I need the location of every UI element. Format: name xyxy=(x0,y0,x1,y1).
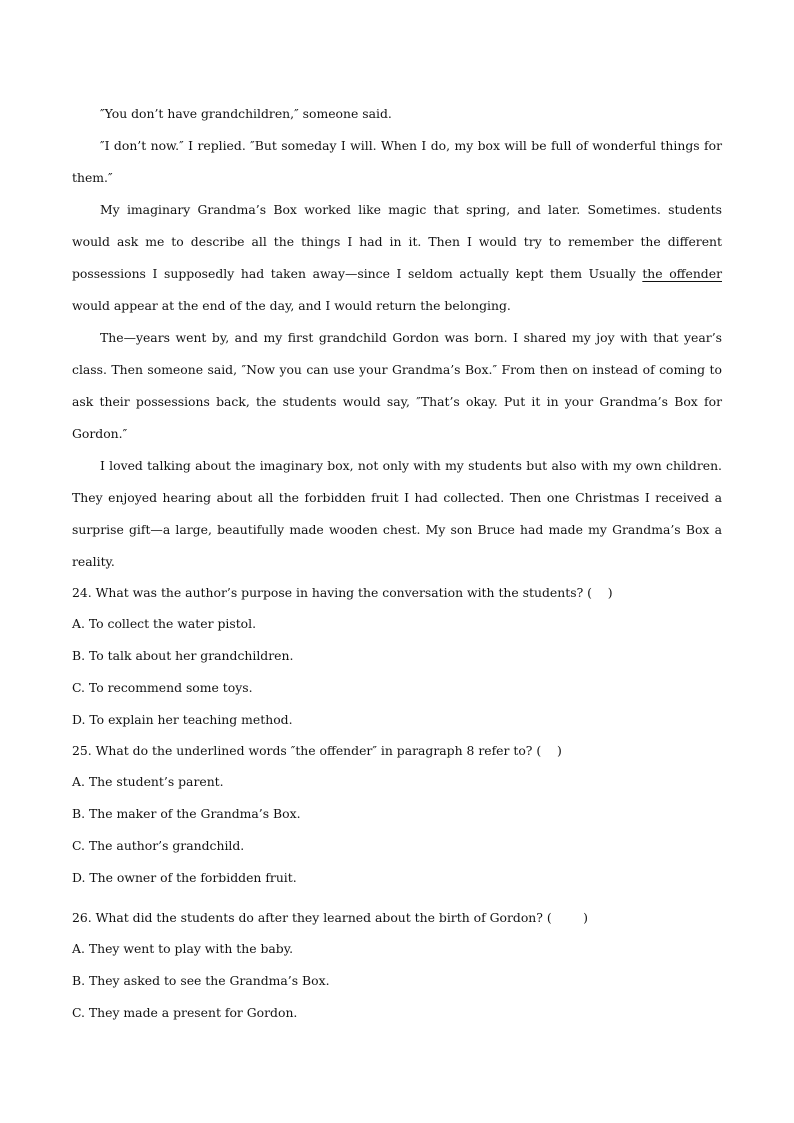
question-25 xyxy=(72,736,722,894)
passage-text: My imaginary Grandma’s Box worked like magic that spring, and later. Sometimes. students would ask me to describe all the things I had in it. Then I would try to remember the different possessions I supposedly had taken away—since I seldom actually kept them Usually xyxy=(72,202,722,281)
passage-paragraph xyxy=(72,194,722,322)
question-stem: 25. What do the underlined words ″the offender″ in paragraph 8 refer to? ( ) xyxy=(72,743,562,758)
answer-option: B. The maker of the Grandma’s Box. xyxy=(72,806,301,821)
answer-option: A. The student’s parent. xyxy=(72,774,224,789)
passage-paragraph: ″You don’t have grandchildren,″ someone said. xyxy=(100,106,392,121)
question-24 xyxy=(72,578,722,736)
passage-paragraph: The—years went by, and my first grandchild Gordon was born. I shared my joy with that year’s class. Then someone said, ″Now you can use your Grandma’s Box.″ From then on instead of coming to ask their possessions back, the students would say, ″That’s okay. Put it in your Grandma’s Box for Gordon.″ xyxy=(72,330,722,441)
reading-passage xyxy=(72,98,722,578)
answer-option: C. They made a present for Gordon. xyxy=(72,1005,298,1020)
answer-option: A. They went to play with the baby. xyxy=(72,941,294,956)
answer-option: D. The owner of the forbidden fruit. xyxy=(72,870,297,885)
passage-paragraph: I loved talking about the imaginary box, not only with my students but also with my own children. They enjoyed hearing about all the forbidden fruit I had collected. Then one Christmas I received a surprise gift—a large, beautifully made wooden chest. My son Bruce had made my Grandma’s Box a reality. xyxy=(72,458,722,569)
document-body xyxy=(72,98,722,1029)
question-stem: 26. What did the students do after they learned about the birth of Gordon? ( ) xyxy=(72,910,589,925)
underlined-phrase: the offender xyxy=(642,266,722,281)
answer-option: B. To talk about her grandchildren. xyxy=(72,648,294,663)
answer-option: D. To explain her teaching method. xyxy=(72,712,293,727)
answer-option: A. To collect the water pistol. xyxy=(72,616,257,631)
question-26 xyxy=(72,903,722,1029)
passage-paragraph: ″I don’t now.″ I replied. ″But someday I will. When I do, my box will be full of wonderful things for them.″ xyxy=(72,138,722,185)
passage-text: would appear at the end of the day, and I would return the belonging. xyxy=(72,298,511,313)
answer-option: C. To recommend some toys. xyxy=(72,680,253,695)
answer-option: B. They asked to see the Grandma’s Box. xyxy=(72,973,330,988)
question-stem: 24. What was the author’s purpose in having the conversation with the students? ( ) xyxy=(72,585,613,600)
answer-option: C. The author’s grandchild. xyxy=(72,838,245,853)
